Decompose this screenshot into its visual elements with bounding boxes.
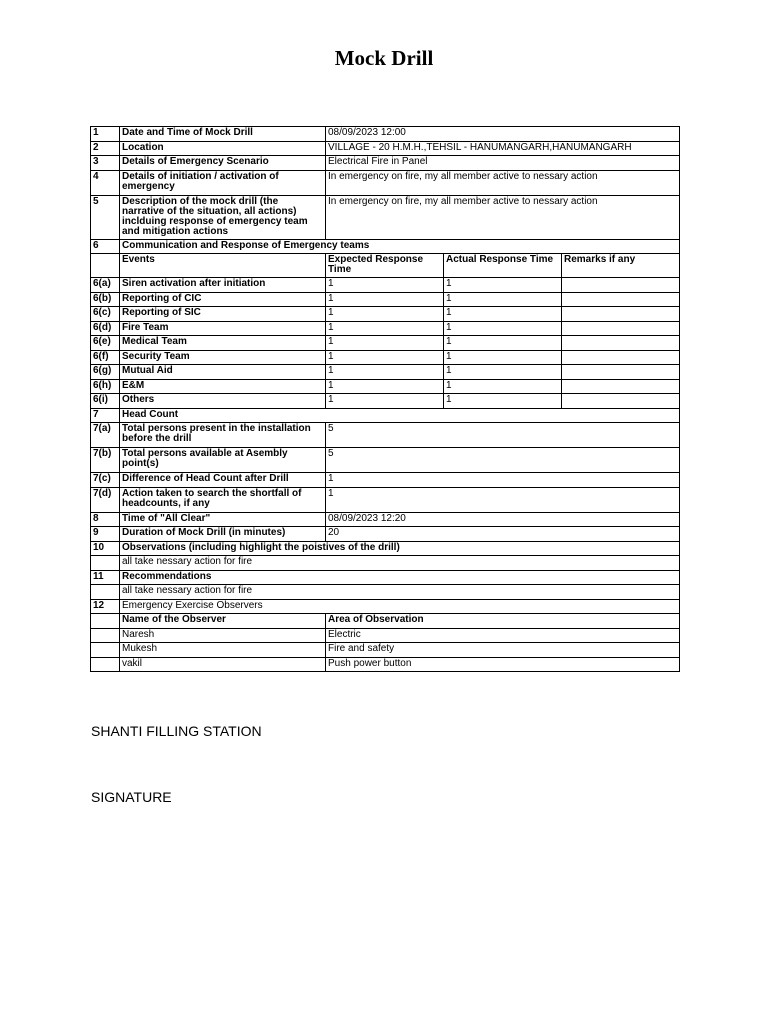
row-label: Location (120, 141, 326, 156)
observers-header-row (91, 614, 680, 629)
row-number: 7(b) (91, 448, 120, 473)
row-number: 3 (91, 156, 120, 171)
event-name: Reporting of SIC (120, 307, 326, 322)
observations-value: all take nessary action for fire (120, 556, 680, 571)
event-expected: 1 (326, 379, 444, 394)
table-row (91, 599, 680, 614)
event-row (91, 350, 680, 365)
event-name: Fire Team (120, 321, 326, 336)
row-value: Electrical Fire in Panel (326, 156, 680, 171)
row-number: 10 (91, 541, 120, 556)
row-number: 6 (91, 239, 120, 254)
event-row (91, 394, 680, 409)
event-number: 6(f) (91, 350, 120, 365)
row-label: Emergency Exercise Observers (120, 599, 680, 614)
event-expected: 1 (326, 394, 444, 409)
observer-name: Naresh (120, 628, 326, 643)
event-row (91, 278, 680, 293)
events-header: Events (120, 254, 326, 278)
observation-area-header: Area of Observation (326, 614, 680, 629)
row-value: 08/09/2023 12:20 (326, 512, 680, 527)
observer-row (91, 628, 680, 643)
table-row (91, 170, 680, 195)
event-name: Medical Team (120, 336, 326, 351)
event-row (91, 292, 680, 307)
row-number: 5 (91, 195, 120, 239)
head-count-row (91, 487, 680, 512)
event-actual: 1 (444, 321, 562, 336)
event-expected: 1 (326, 292, 444, 307)
row-number: 4 (91, 170, 120, 195)
event-name: E&M (120, 379, 326, 394)
observer-row (91, 643, 680, 658)
row-value: 08/09/2023 12:00 (326, 127, 680, 142)
row-label: Date and Time of Mock Drill (120, 127, 326, 142)
event-actual: 1 (444, 336, 562, 351)
row-label: Details of initiation / activation of emergency (120, 170, 326, 195)
row-number: 7(d) (91, 487, 120, 512)
observer-name-header: Name of the Observer (120, 614, 326, 629)
row-label: Recommendations (120, 570, 680, 585)
row-value: VILLAGE - 20 H.M.H.,TEHSIL - HANUMANGARH,HANUMANGARH (326, 141, 680, 156)
row-label: Head Count (120, 408, 680, 423)
row-value: 20 (326, 527, 680, 542)
empty-cell (91, 585, 120, 600)
event-number: 6(e) (91, 336, 120, 351)
row-label: Time of "All Clear" (120, 512, 326, 527)
station-name: SHANTI FILLING STATION (91, 723, 262, 739)
expected-response-header: Expected Response Time (326, 254, 444, 278)
row-label: Details of Emergency Scenario (120, 156, 326, 171)
row-number: 11 (91, 570, 120, 585)
row-number: 7 (91, 408, 120, 423)
row-value: 1 (326, 473, 680, 488)
event-row (91, 336, 680, 351)
event-row (91, 379, 680, 394)
empty-cell (91, 614, 120, 629)
row-label: Action taken to search the shortfall of headcounts, if any (120, 487, 326, 512)
event-actual: 1 (444, 278, 562, 293)
row-label: Difference of Head Count after Drill (120, 473, 326, 488)
observer-row (91, 657, 680, 672)
event-remarks (562, 350, 680, 365)
event-number: 6(g) (91, 365, 120, 380)
event-number: 6(b) (91, 292, 120, 307)
empty-cell (91, 628, 120, 643)
events-header-row (91, 254, 680, 278)
event-actual: 1 (444, 350, 562, 365)
table-row (91, 156, 680, 171)
event-number: 6(i) (91, 394, 120, 409)
row-label: Communication and Response of Emergency teams (120, 239, 680, 254)
table-row (91, 127, 680, 142)
table-row (91, 570, 680, 585)
table-row (91, 541, 680, 556)
observation-area: Push power button (326, 657, 680, 672)
table-row (91, 141, 680, 156)
event-number: 6(d) (91, 321, 120, 336)
table-row (91, 556, 680, 571)
event-remarks (562, 365, 680, 380)
event-remarks (562, 379, 680, 394)
event-actual: 1 (444, 394, 562, 409)
event-remarks (562, 278, 680, 293)
event-row (91, 365, 680, 380)
event-actual: 1 (444, 365, 562, 380)
actual-response-header: Actual Response Time (444, 254, 562, 278)
event-number: 6(h) (91, 379, 120, 394)
row-value: In emergency on fire, my all member active to nessary action (326, 195, 680, 239)
event-number: 6(a) (91, 278, 120, 293)
event-expected: 1 (326, 350, 444, 365)
event-expected: 1 (326, 336, 444, 351)
empty-cell (91, 556, 120, 571)
remarks-header: Remarks if any (562, 254, 680, 278)
head-count-row (91, 423, 680, 448)
event-remarks (562, 321, 680, 336)
event-name: Security Team (120, 350, 326, 365)
row-value: 1 (326, 487, 680, 512)
observer-name: Mukesh (120, 643, 326, 658)
event-remarks (562, 307, 680, 322)
event-remarks (562, 336, 680, 351)
event-expected: 1 (326, 278, 444, 293)
signature-label: SIGNATURE (91, 789, 172, 805)
row-value: 5 (326, 448, 680, 473)
event-name: Others (120, 394, 326, 409)
event-name: Mutual Aid (120, 365, 326, 380)
observation-area: Fire and safety (326, 643, 680, 658)
row-value: 5 (326, 423, 680, 448)
event-expected: 1 (326, 307, 444, 322)
event-expected: 1 (326, 365, 444, 380)
row-label: Total persons available at Asembly point(s) (120, 448, 326, 473)
row-number: 1 (91, 127, 120, 142)
event-actual: 1 (444, 379, 562, 394)
event-remarks (562, 394, 680, 409)
row-label: Duration of Mock Drill (in minutes) (120, 527, 326, 542)
event-number: 6(c) (91, 307, 120, 322)
table-row (91, 512, 680, 527)
table-row (91, 585, 680, 600)
row-number: 8 (91, 512, 120, 527)
observation-area: Electric (326, 628, 680, 643)
observer-name: vakil (120, 657, 326, 672)
event-expected: 1 (326, 321, 444, 336)
empty-cell (91, 657, 120, 672)
row-number: 7(c) (91, 473, 120, 488)
empty-cell (91, 254, 120, 278)
head-count-row (91, 448, 680, 473)
table-row (91, 239, 680, 254)
event-actual: 1 (444, 307, 562, 322)
event-row (91, 321, 680, 336)
row-label: Observations (including highlight the poistives of the drill) (120, 541, 680, 556)
row-number: 2 (91, 141, 120, 156)
event-remarks (562, 292, 680, 307)
row-label: Total persons present in the installation before the drill (120, 423, 326, 448)
head-count-row (91, 473, 680, 488)
table-row (91, 527, 680, 542)
row-number: 7(a) (91, 423, 120, 448)
page-title: Mock Drill (334, 46, 434, 70)
event-name: Siren activation after initiation (120, 278, 326, 293)
empty-cell (91, 643, 120, 658)
table-row (91, 408, 680, 423)
row-value: In emergency on fire, my all member active to nessary action (326, 170, 680, 195)
event-row (91, 307, 680, 322)
row-number: 12 (91, 599, 120, 614)
event-name: Reporting of CIC (120, 292, 326, 307)
mock-drill-form-table (90, 126, 680, 672)
row-label: Description of the mock drill (the narrative of the situation, all actions) inclduing response of emergency team and mitigation actions (120, 195, 326, 239)
event-actual: 1 (444, 292, 562, 307)
table-row (91, 195, 680, 239)
row-number: 9 (91, 527, 120, 542)
recommendations-value: all take nessary action for fire (120, 585, 680, 600)
